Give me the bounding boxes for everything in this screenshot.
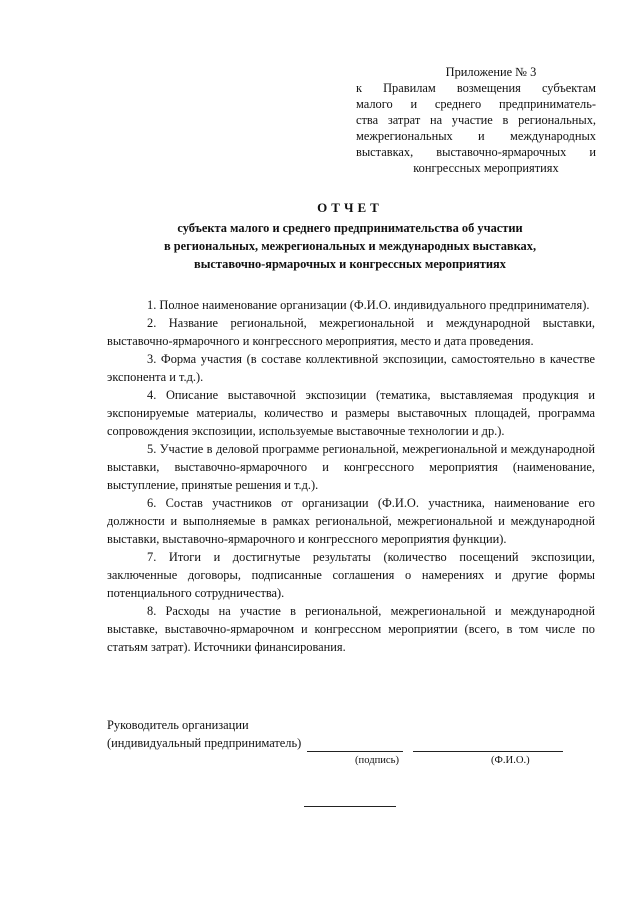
name-caption: (Ф.И.О.)	[491, 755, 530, 766]
appendix-block	[356, 64, 596, 176]
appendix-line: ства затрат на участие в региональных,	[356, 113, 596, 127]
appendix-last-line: конгрессных мероприятиях	[413, 161, 559, 175]
signature-block	[107, 716, 607, 766]
report-item: 5. Участие в деловой программе региональной, межрегиональной и международной выставки, выставочно-ярмарочного и конгрессного мероприятия (наименование, выступление, принятые решения и т.д.).	[107, 442, 595, 492]
signature-row	[107, 734, 607, 752]
appendix-line: малого и среднего предприниматель-	[356, 97, 596, 111]
report-subtitle-line: выставочно-ярмарочных и конгрессных мероприятиях	[194, 257, 506, 271]
report-item: 3. Форма участия (в составе коллективной экспозиции, самостоятельно в качестве экспонента и т.д.).	[107, 352, 595, 384]
signature-label-line1: Руководитель организации	[107, 718, 249, 732]
appendix-line: выставках, выставочно-ярмарочных и	[356, 145, 596, 159]
signature-blank-line	[307, 737, 403, 752]
report-item: 1. Полное наименование организации (Ф.И.О. индивидуального предпринимателя).	[147, 298, 590, 312]
footer-divider	[304, 806, 396, 807]
signature-caption: (подпись)	[355, 755, 399, 766]
appendix-line: межрегиональных и международных	[356, 129, 596, 143]
appendix-title: Приложение № 3	[445, 65, 537, 79]
report-item: 7. Итоги и достигнутые результаты (количество посещений экспозиции, заключенные договоры, подписанные соглашения о намерениях и другие формы потенциального сотрудничества).	[107, 550, 595, 600]
report-title: ОТЧЕТ	[317, 200, 383, 215]
report-item: 2. Название региональной, межрегиональной и международной выставки, выставочно-ярмарочного и конгрессного мероприятия, место и дата проведения.	[107, 316, 595, 348]
name-blank-line	[413, 737, 563, 752]
report-item: 8. Расходы на участие в региональной, межрегиональной и международной выставке, выставочно-ярмарочном и конгрессном мероприятии (всего, в том числе по статьям затрат). Источники финансирования.	[107, 604, 595, 654]
report-item: 4. Описание выставочной экспозиции (тематика, выставляемая продукция и экспонируемые материалы, количество и размеры выставочных площадей, программа сопровождения экспозиции, используемые выставочные технологии и др.).	[107, 388, 595, 438]
signature-label-line2: (индивидуальный предприниматель)	[107, 736, 302, 750]
report-items	[107, 296, 595, 656]
appendix-line: к Правилам возмещения субъектам	[356, 81, 596, 95]
report-subtitle-line: в региональных, межрегиональных и международных выставках,	[163, 239, 537, 253]
report-item: 6. Состав участников от организации (Ф.И.О. участника, наименование его должности и выполняемые в рамках региональной, межрегиональной и международной выставки, выставочно-ярмарочного и конгрессного мероприятия функции).	[107, 496, 595, 546]
report-heading	[100, 197, 600, 273]
signature-captions	[107, 752, 607, 766]
report-subtitle-line: субъекта малого и среднего предпринимательства об участии	[177, 221, 523, 235]
